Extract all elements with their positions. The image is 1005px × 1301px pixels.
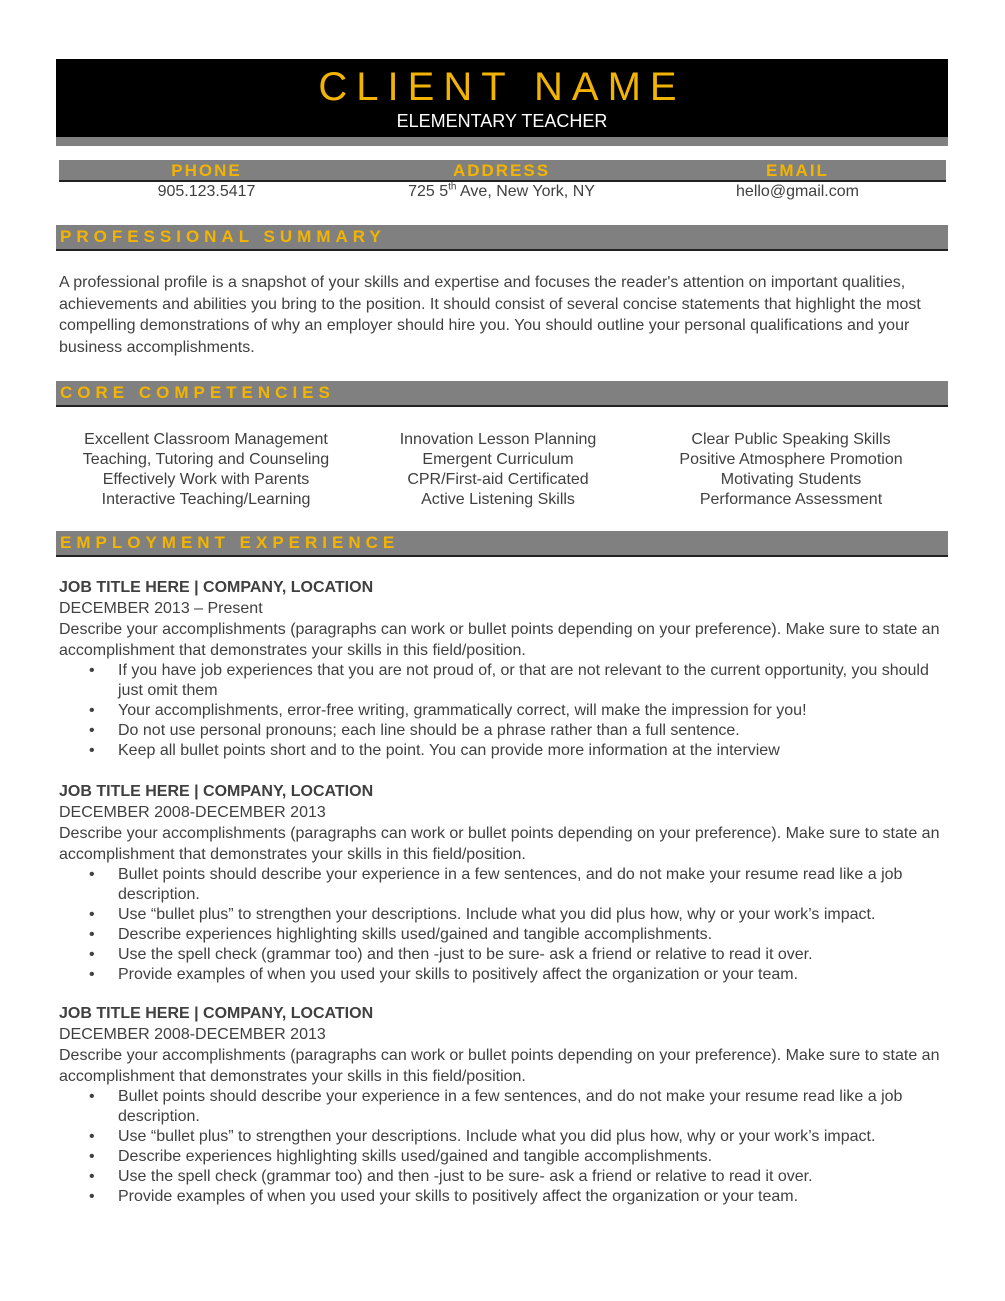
competency-column-1	[56, 430, 356, 510]
job-bullet: • Keep all bullet points short and to the point. You can provide more information at the interview	[118, 741, 951, 761]
job-bullet: • Provide examples of when you used your skills to positively affect the organization or your team.	[118, 1187, 951, 1207]
email-label: EMAIL	[766, 161, 829, 180]
competency-column-2	[348, 430, 648, 510]
competency-item: Performance Assessment	[699, 491, 883, 508]
job-description: Describe your accomplishments (paragraphs can work or bullet points depending on your preference). Make sure to state an accomplishment that demonstrates your skills in this field/position.	[59, 825, 940, 863]
job-description: Describe your accomplishments (paragraphs can work or bullet points depending on your preference). Make sure to state an accomplishment that demonstrates your skills in this field/position.	[59, 1047, 940, 1085]
job-dates: DECEMBER 2008-DECEMBER 2013	[59, 804, 326, 821]
client-name: CLIENT NAME	[318, 65, 686, 109]
job-entry-2	[59, 781, 951, 985]
job-bullet: • If you have job experiences that you are not proud of, or that are not relevant to the current opportunity, you should just omit them	[118, 661, 951, 701]
job-bullet: • Use the spell check (grammar too) and then -just to be sure- ask a friend or relative to read it over.	[118, 945, 951, 965]
summary-text: A professional profile is a snapshot of your skills and expertise and focuses the reader's attention on important qualities, achievements and abilities you bring to the position. It should consist of several concise statements that highlight the most compelling demonstrations of why an employer should hire you. You should outline your personal qualifications and your business accomplishments.	[59, 274, 921, 356]
job-entry-3	[59, 1003, 951, 1207]
address-street-number: 725 5	[408, 183, 449, 200]
competency-item: Interactive Teaching/Learning	[101, 491, 311, 508]
section-title-experience: EMPLOYMENT EXPERIENCE	[60, 533, 400, 552]
job-bullet: • Bullet points should describe your experience in a few sentences, and do not make your resume read like a job description.	[118, 1087, 951, 1127]
job-description: Describe your accomplishments (paragraphs can work or bullet points depending on your preference). Make sure to state an accomplishment that demonstrates your skills in this field/position.	[59, 621, 940, 659]
section-header-competencies	[56, 381, 948, 407]
job-title: JOB TITLE HERE | COMPANY, LOCATION	[59, 579, 374, 596]
competency-item: Innovation Lesson Planning	[399, 431, 597, 448]
competency-item: Active Listening Skills	[421, 491, 575, 508]
address-ordinal: th	[448, 181, 457, 193]
job-bullet: • Use the spell check (grammar too) and then -just to be sure- ask a friend or relative to read it over.	[118, 1167, 951, 1187]
section-title-competencies: CORE COMPETENCIES	[60, 383, 335, 402]
email-value: hello@gmail.com	[736, 183, 859, 200]
section-header-summary	[56, 225, 948, 251]
section-header-experience	[56, 531, 948, 557]
job-bullet: • Describe experiences highlighting skills used/gained and tangible accomplishments.	[118, 925, 951, 945]
job-bullet: • Your accomplishments, error-free writing, grammatically correct, will make the impression for you!	[118, 701, 951, 721]
job-bullet: • Use “bullet plus” to strengthen your descriptions. Include what you did plus how, why or your work’s impact.	[118, 1127, 951, 1147]
job-title: JOB TITLE HERE | COMPANY, LOCATION	[59, 783, 374, 800]
competency-item: Motivating Students	[720, 471, 862, 488]
job-dates: DECEMBER 2013 – Present	[59, 600, 263, 617]
job-bullet: • Use “bullet plus” to strengthen your descriptions. Include what you did plus how, why or your work’s impact.	[118, 905, 951, 925]
competency-item: Positive Atmosphere Promotion	[679, 451, 903, 468]
competency-item: Excellent Classroom Management	[84, 431, 328, 448]
job-bullet: • Do not use personal pronouns; each line should be a phrase rather than a full sentence.	[118, 721, 951, 741]
job-entry-1	[59, 577, 951, 761]
section-title-summary: PROFESSIONAL SUMMARY	[60, 227, 386, 246]
address-value	[354, 182, 649, 202]
job-role-title: ELEMENTARY TEACHER	[396, 111, 608, 131]
competency-item: Clear Public Speaking Skills	[691, 431, 891, 448]
job-bullet: • Describe experiences highlighting skills used/gained and tangible accomplishments.	[118, 1147, 951, 1167]
competency-item: CPR/First-aid Certificated	[407, 471, 589, 488]
header-banner	[56, 59, 948, 137]
job-bullet: • Bullet points should describe your experience in a few sentences, and do not make your resume read like a job description.	[118, 865, 951, 905]
phone-value: 905.123.5417	[157, 183, 256, 200]
address-label: ADDRESS	[452, 161, 551, 180]
job-title: JOB TITLE HERE | COMPANY, LOCATION	[59, 1005, 374, 1022]
competency-item: Effectively Work with Parents	[102, 471, 310, 488]
address-rest: Ave, New York, NY	[456, 183, 595, 200]
header-underline-band	[56, 137, 948, 146]
phone-label: PHONE	[171, 161, 242, 180]
job-bullets	[59, 1087, 951, 1207]
job-bullets	[59, 661, 951, 761]
competency-column-3	[641, 430, 941, 510]
competency-item: Teaching, Tutoring and Counseling	[82, 451, 330, 468]
job-bullet: • Provide examples of when you used your skills to positively affect the organization or your team.	[118, 965, 951, 985]
competency-item: Emergent Curriculum	[422, 451, 574, 468]
job-dates: DECEMBER 2008-DECEMBER 2013	[59, 1026, 326, 1043]
job-bullets	[59, 865, 951, 985]
